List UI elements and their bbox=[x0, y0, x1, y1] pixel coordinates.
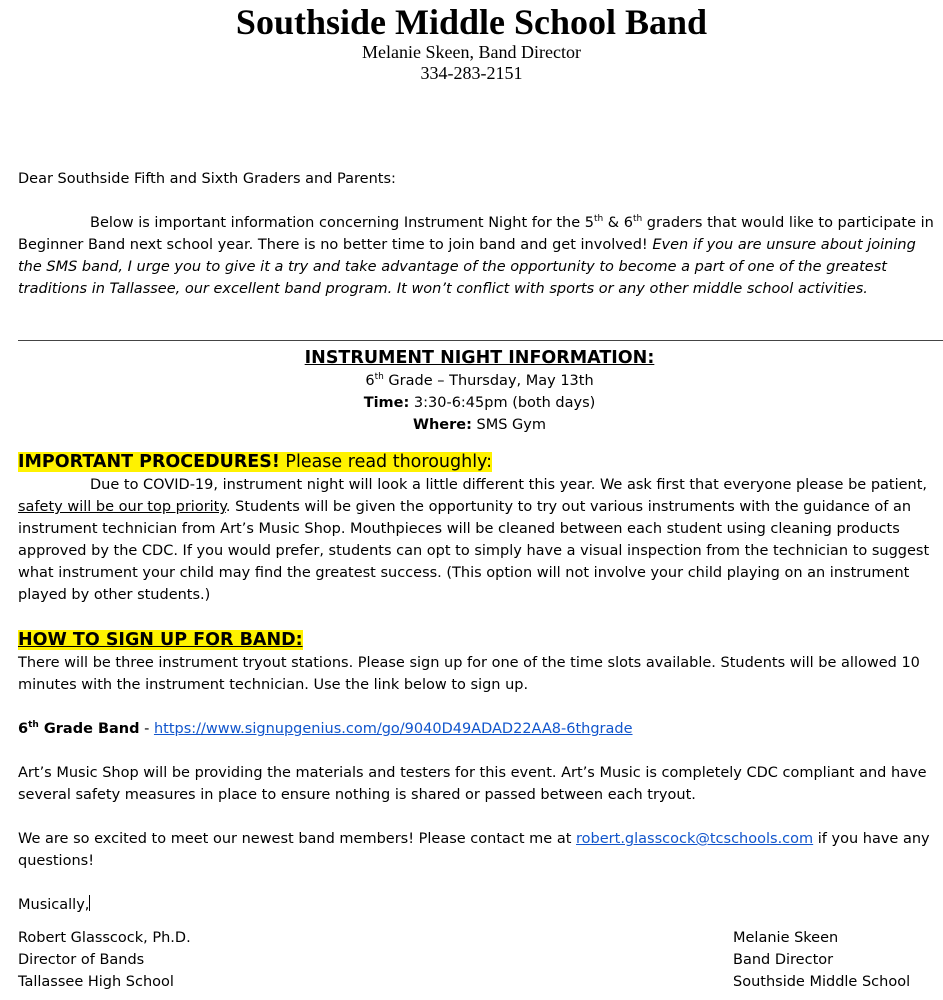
greeting: Dear Southside Fifth and Sixth Graders and Parents: bbox=[18, 171, 396, 187]
procedures-paragraph: Due to COVID-19, instrument night will look a little different this year. We ask first that everyone please be patient, safety will be our top priority. Students will be given the opportunity to try out various instruments with the guidance of an instrument technician from Art’s Music Shop. Mouthpieces will be cleaned between each student using cleaning products approved by the CDC. If you would prefer, students can opt to simply have a visual inspection from the technician to suggest what instrument your child may find the greatest success. (This option will not involve your child playing on an instrument played by other students.) bbox=[18, 477, 930, 603]
letterhead-phone: 334-283-2151 bbox=[420, 63, 523, 83]
signup-paragraph: There will be three instrument tryout stations. Please sign up for one of the time slots available. Students will be allowed 10 minutes with the instrument technician. Use the link below to sign up. bbox=[18, 655, 920, 693]
arts-paragraph: Art’s Music Shop will be providing the materials and testers for this event. Art’s Music is completely CDC compliant and have several safety measures in place to ensure nothing is shared or passed between each tryout. bbox=[18, 765, 927, 803]
signature-right bbox=[733, 927, 913, 993]
letterhead-title: Southside Middle School Band bbox=[235, 2, 708, 42]
signature-left-role: Director of Bands bbox=[18, 952, 145, 968]
intro-paragraph: Below is important information concerning Instrument Night for the 5th & 6th graders that would like to participate in Beginner Band next school year. There is no better time to join band and get involved! Even if you are unsure about joining the SMS band, I urge you to give it a try and take advantage of the opportunity to become a part of one of the greatest traditions in Tallassee, our excellent band program. It won’t conflict with sports or any other middle school activities. bbox=[18, 214, 934, 297]
signup-title: HOW TO SIGN UP FOR BAND: bbox=[18, 630, 303, 650]
signup-link[interactable]: https://www.signupgenius.com/go/9040D49ADAD22AA8-6thgrade bbox=[153, 721, 633, 737]
letter-body bbox=[0, 168, 943, 916]
signup-link-line: 6th Grade Band - https://www.signupgenius.com/go/9040D49ADAD22AA8-6thgrade bbox=[18, 720, 633, 737]
info-time: Time: 3:30-6:45pm (both days) bbox=[363, 395, 596, 411]
info-where: Where: SMS Gym bbox=[412, 417, 547, 433]
email-link[interactable]: robert.glasscock@tcschools.com bbox=[576, 831, 814, 847]
letterhead-director: Melanie Skeen, Band Director bbox=[362, 42, 581, 62]
letterhead bbox=[0, 0, 943, 84]
intro-italic: Even if you are unsure about joining the SMS band, I urge you to give it a try and take advantage of the opportunity to become a part of one of the greatest traditions in Tallassee, our excellent band program. It won’t conflict with sports or any other middle school activities. bbox=[18, 237, 916, 297]
signature-right-school: Southside Middle School bbox=[733, 974, 911, 990]
info-grade: 6th Grade – Thursday, May 13th bbox=[365, 372, 594, 389]
signature-left-school: Tallassee High School bbox=[18, 974, 174, 990]
signature-right-name: Melanie Skeen bbox=[733, 930, 839, 946]
info-block bbox=[18, 346, 941, 436]
signature-left-name: Robert Glasscock, Ph.D. bbox=[18, 930, 191, 946]
procedures-title: IMPORTANT PROCEDURES! Please read thoroughly: bbox=[18, 452, 493, 472]
signature-left bbox=[18, 927, 191, 993]
text-cursor bbox=[89, 895, 90, 911]
signature-right-role: Band Director bbox=[733, 952, 834, 968]
info-title: INSTRUMENT NIGHT INFORMATION: bbox=[304, 348, 655, 368]
divider bbox=[18, 340, 943, 341]
closing-paragraph: We are so excited to meet our newest band members! Please contact me at robert.glasscock@tcschools.com if you have any questions! bbox=[18, 831, 930, 869]
signatures bbox=[18, 927, 913, 993]
signoff: Musically, bbox=[18, 897, 90, 913]
